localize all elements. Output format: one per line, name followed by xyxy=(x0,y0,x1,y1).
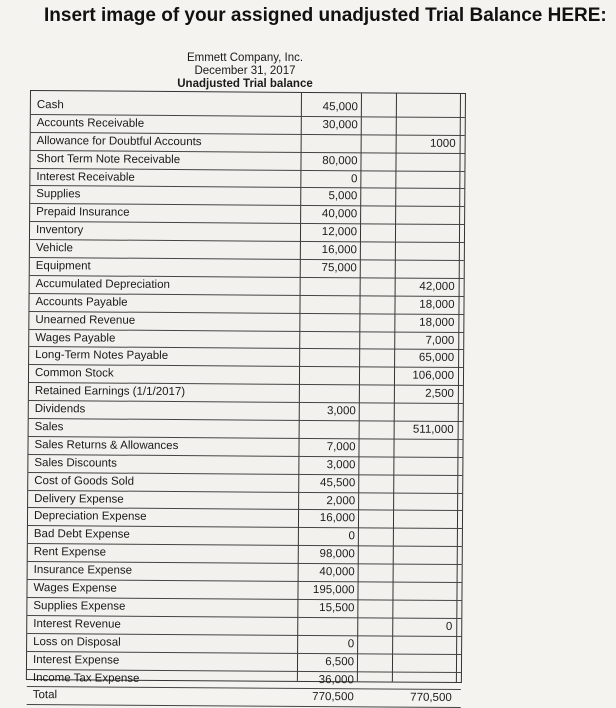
account-name: Dividends xyxy=(35,401,86,418)
account-name: Vehicle xyxy=(36,240,73,257)
debit-amount: 7,000 xyxy=(298,439,358,456)
debit-amount: 16,000 xyxy=(300,242,360,259)
account-name: Unearned Revenue xyxy=(35,312,135,330)
debit-amount xyxy=(299,331,359,348)
debit-amount: 0 xyxy=(300,170,360,187)
debit-amount: 45,000 xyxy=(301,99,361,116)
account-name: Supplies Expense xyxy=(33,598,125,616)
debit-amount: 98,000 xyxy=(298,546,358,563)
account-name: Insurance Expense xyxy=(34,562,133,580)
debit-amount: 3,000 xyxy=(299,403,359,420)
account-name: Inventory xyxy=(36,222,83,239)
account-name: Supplies xyxy=(36,186,80,203)
debit-amount xyxy=(301,135,361,152)
trial-balance-table xyxy=(26,90,466,683)
debit-amount xyxy=(299,349,359,366)
debit-amount xyxy=(299,314,359,331)
debit-amount: 36,000 xyxy=(297,671,357,688)
debit-amount: 15,500 xyxy=(297,600,357,617)
debit-amount: 75,000 xyxy=(300,260,360,277)
debit-amount: 0 xyxy=(297,636,357,653)
debit-amount: 16,000 xyxy=(298,510,358,527)
account-name: Wages Payable xyxy=(35,330,115,348)
debit-amount: 40,000 xyxy=(298,564,358,581)
account-name: Accounts Receivable xyxy=(37,115,145,133)
account-name: Wages Expense xyxy=(33,580,116,598)
account-name: Income Tax Expense xyxy=(33,670,140,688)
report-title: Unadjusted Trial balance xyxy=(160,78,330,91)
debit-amount xyxy=(300,278,360,295)
credit-amount: 0 xyxy=(392,618,456,635)
company-name: Emmett Company, Inc. xyxy=(160,52,330,65)
account-name: Interest Receivable xyxy=(36,169,135,187)
debit-amount: 2,000 xyxy=(298,492,358,509)
account-name: Total xyxy=(33,687,57,704)
account-name: Rent Expense xyxy=(34,544,106,562)
account-name: Sales xyxy=(35,419,64,436)
debit-amount xyxy=(299,421,359,438)
account-name: Common Stock xyxy=(35,365,114,383)
debit-amount xyxy=(299,385,359,402)
credit-amount: 106,000 xyxy=(394,368,458,385)
account-name: Retained Earnings (1/1/2017) xyxy=(35,383,185,401)
account-name: Loss on Disposal xyxy=(33,634,121,652)
debit-amount xyxy=(299,296,359,313)
debit-amount: 12,000 xyxy=(300,224,360,241)
table-body xyxy=(27,97,465,708)
debit-amount xyxy=(299,367,359,384)
report-header xyxy=(160,52,330,91)
debit-amount: 0 xyxy=(298,528,358,545)
account-name: Long-Term Notes Payable xyxy=(35,348,168,366)
page-title: Insert image of your assigned unadjusted Trial Balance HERE: xyxy=(44,5,607,27)
debit-amount: 30,000 xyxy=(301,117,361,134)
account-name: Cost of Goods Sold xyxy=(34,473,134,491)
debit-amount: 3,000 xyxy=(298,457,358,474)
credit-amount: 511,000 xyxy=(394,422,458,439)
report-date: December 31, 2017 xyxy=(160,65,330,78)
account-name: Interest Expense xyxy=(33,652,119,670)
credit-amount: 7,000 xyxy=(394,332,458,349)
debit-amount: 40,000 xyxy=(300,206,360,223)
account-name: Interest Revenue xyxy=(33,616,121,634)
account-name: Accumulated Depreciation xyxy=(36,276,170,294)
account-name: Depreciation Expense xyxy=(34,509,147,527)
account-name: Sales Returns & Allowances xyxy=(34,437,178,455)
credit-amount: 2,500 xyxy=(394,386,458,403)
credit-amount: 18,000 xyxy=(394,314,458,331)
debit-amount: 45,500 xyxy=(298,475,358,492)
account-name: Short Term Note Receivable xyxy=(36,151,180,169)
debit-amount: 5,000 xyxy=(300,188,360,205)
table-row xyxy=(27,687,461,708)
account-name: Sales Discounts xyxy=(34,455,117,473)
account-name: Equipment xyxy=(36,258,91,275)
credit-amount: 18,000 xyxy=(394,296,458,313)
account-name: Prepaid Insurance xyxy=(36,204,129,222)
debit-amount xyxy=(297,618,357,635)
credit-amount: 770,500 xyxy=(392,690,456,707)
account-name: Delivery Expense xyxy=(34,491,124,509)
credit-amount: 65,000 xyxy=(394,350,458,367)
account-name: Allowance for Doubtful Accounts xyxy=(37,133,202,151)
account-name: Accounts Payable xyxy=(35,294,127,312)
credit-amount: 1000 xyxy=(396,135,460,152)
debit-amount: 6,500 xyxy=(297,653,357,670)
account-name: Bad Debt Expense xyxy=(34,526,130,544)
debit-amount: 770,500 xyxy=(297,689,357,706)
debit-amount: 195,000 xyxy=(297,582,357,599)
account-name: Cash xyxy=(37,97,64,114)
credit-amount: 42,000 xyxy=(395,278,459,295)
debit-amount: 80,000 xyxy=(300,153,360,170)
